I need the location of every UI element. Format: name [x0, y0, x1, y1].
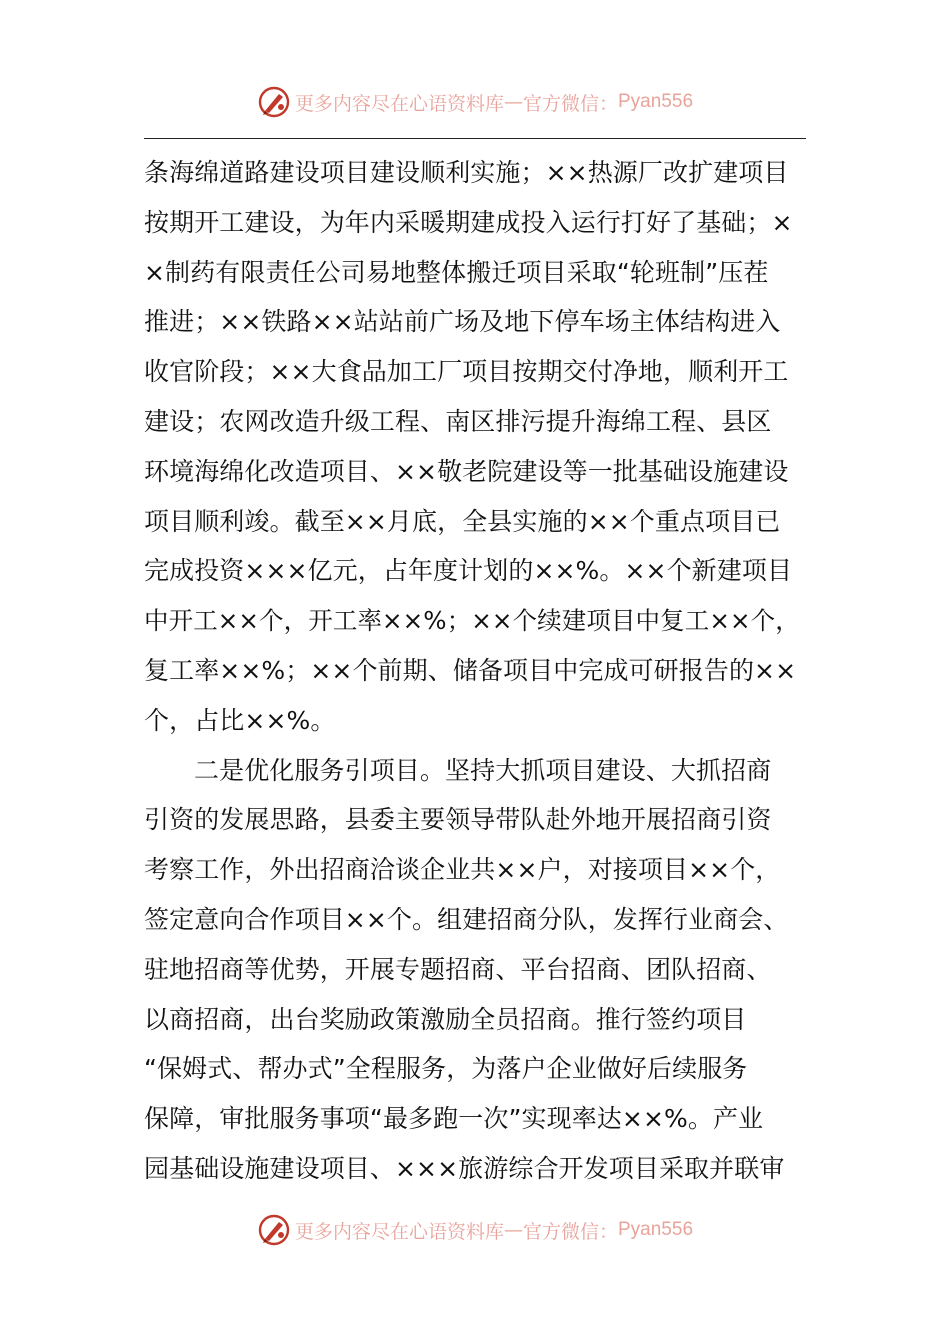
- body-line: 个，占比××%。: [144, 705, 336, 735]
- body-line: 推进；××铁路××站站前广场及地下停车场主体结构进入: [144, 307, 781, 337]
- watermark-wechat-id: Pyan556: [618, 1219, 694, 1240]
- watermark-wechat-label: 官方微信：: [522, 1220, 618, 1243]
- body-line: “保姆式、帮办式”全程服务，为落户企业做好后续服务: [144, 1054, 748, 1084]
- body-line: 保障，审批服务事项“最多跑一次”实现率达××%。产业: [144, 1104, 764, 1134]
- header-divider: [144, 138, 806, 139]
- watermark-separator: —: [503, 1219, 523, 1241]
- watermark-brand-text: 更多内容尽在心语资料库: [294, 1220, 504, 1243]
- pen-logo-icon: [257, 1213, 291, 1247]
- body-line: 中开工××个，开工率××%；××个续建项目中复工××个，: [144, 606, 800, 636]
- watermark-brand-text: 更多内容尽在心语资料库: [294, 92, 504, 115]
- body-line: 驻地招商等优势，开展专题招商、平台招商、团队招商、: [144, 954, 772, 984]
- body-line: 条海绵道路建设项目建设顺利实施；××热源厂改扩建项目: [144, 158, 789, 187]
- body-line: 复工率××%；××个前期、储备项目中完成可研报告的××: [144, 655, 797, 685]
- body-line: 建设；农网改造升级工程、南区排污提升海绵工程、县区: [144, 406, 772, 436]
- paragraph-start-line: 二是优化服务引项目。坚持大抓项目建设、大抓招商: [194, 755, 772, 785]
- watermark-wechat-label: 官方微信：: [522, 92, 618, 115]
- body-line: 收官阶段；××大食品加工厂项目按期交付净地，顺利开工: [144, 357, 789, 387]
- pen-logo-icon: [257, 85, 291, 119]
- body-line: 按期开工建设，为年内采暖期建成投入运行打好了基础；×: [144, 207, 793, 237]
- document-body: [144, 148, 806, 1194]
- footer-watermark-banner: [0, 1210, 950, 1250]
- body-line: 环境海绵化改造项目、××敬老院建设等一批基础设施建设: [144, 456, 789, 486]
- body-line: 引资的发展思路，县委主要领导带队赴外地开展招商引资: [144, 805, 772, 835]
- body-line: 完成投资×××亿元，占年度计划的××%。××个新建项目: [144, 556, 793, 586]
- body-line: 以商招商，出台奖励政策激励全员招商。推行签约项目: [144, 1004, 747, 1034]
- header-watermark-banner: [0, 82, 950, 122]
- body-line: 考察工作，外出招商洽谈企业共××户，对接项目××个，: [144, 855, 781, 885]
- watermark-wechat-id: Pyan556: [618, 91, 694, 112]
- body-line: 园基础设施建设项目、×××旅游综合开发项目采取并联审: [144, 1153, 785, 1183]
- body-line: 项目顺利竣。截至××月底，全县实施的××个重点项目已: [144, 506, 781, 536]
- body-line: ×制药有限责任公司易地整体搬迁项目采取“轮班制”压茬: [144, 257, 769, 287]
- watermark-separator: —: [503, 91, 523, 113]
- body-line: 签定意向合作项目××个。组建招商分队，发挥行业商会、: [144, 904, 789, 934]
